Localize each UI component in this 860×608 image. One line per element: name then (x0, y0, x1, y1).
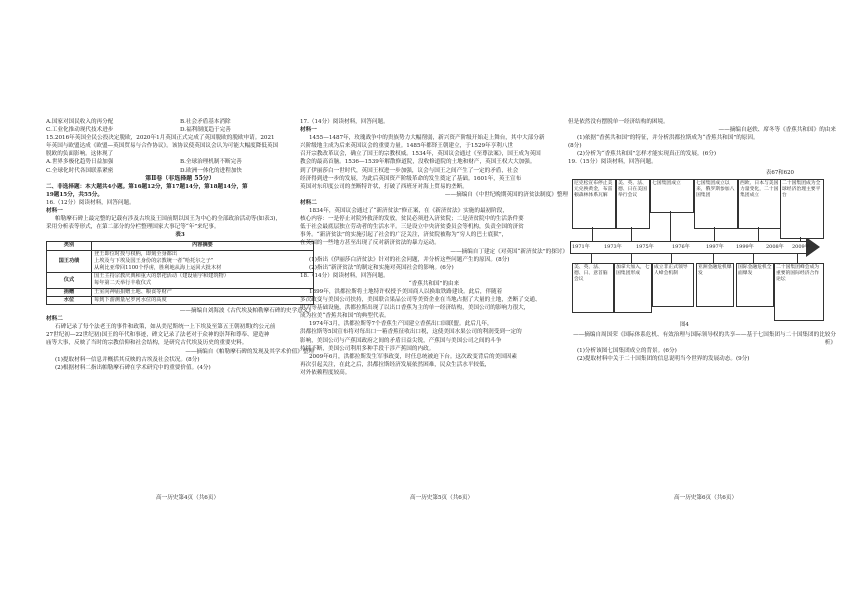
text-line: 17.（14分）阅读材料，回答问题。 (300, 119, 389, 125)
text-line: 召开宗教改革议会，确立了国王的宗教权威。1534年，英国议会通过《至尊法案》，国王成为英国 (300, 151, 541, 158)
table-cell-category: 国王功绩 (47, 250, 92, 273)
text-line: 在英国的一些地方甚至出现了反对新济贫法的暴力运动。 (300, 240, 440, 247)
text-line: 英国对东印度公司的垄断特许状，打破了西班牙对海上贸易的垄断。 (300, 183, 468, 190)
page6-text-2 (568, 347, 836, 363)
table-3 (46, 241, 314, 305)
text-line: 脱欧的负面影响。这体现了 (46, 151, 114, 158)
table-row (47, 296, 314, 304)
text-line: (1)指出《伊丽莎白济贫法》针对的社会问题，并分析这些问题产生的原因。(8分) (309, 256, 510, 263)
text-line: 1974年3月，洪都拉斯等7个香蕉生产国建立香蕉出口国联盟。此后几年， (309, 321, 493, 328)
table-cell-content (92, 273, 314, 288)
timeline-year: 1999年 (736, 243, 754, 250)
timeline-connector (631, 253, 632, 263)
text-line: 影响，美国公司与产蕉国政府之间的矛盾日益尖锐，产蕉国与美国公司之间的斗争 (300, 337, 502, 344)
timeline-connector (591, 253, 592, 263)
text-line: 再次引起关注，在此之后，洪都拉斯经济发展依然困难，民众生活水平较低， (300, 361, 491, 368)
timeline-figure (568, 171, 836, 331)
timeline-year: 2009年 (792, 243, 810, 250)
page5-text (300, 118, 568, 377)
page6-text (568, 118, 836, 167)
timeline-top-box: 七国集团成立以来，俄罗斯参加八国集团 (694, 179, 738, 229)
table-cell-line: 每到下游测量尼罗河水位的高度 (94, 296, 167, 303)
timeline-bottom-box: 亚洲金融危机爆发 (696, 263, 734, 307)
timeline-bottom-box: 国际金融危机全面爆发 (736, 263, 774, 307)
text-line: (2)指出“新济贫法”的制定和实施对英国社会的影响。(6分) (309, 264, 454, 271)
text-line: 帕勒摩石碑上最完整的记载有涉及古埃及王国前期以国王为中心的全部政治活动等(如表3)， (55, 216, 282, 223)
table-cell-line: 每年第二天举行丰收仪式 (94, 280, 152, 287)
page-footer-4: 高一历史第4页（共6页） (156, 495, 220, 501)
text-line: 核心内容：一是停止对院外救济的发放，贫民必须进入济贫院；二是济贫院中的生活条件要 (300, 216, 524, 223)
text-line: 27世纪初—22世纪初)国王的年代和事迹，碑文记录了法老对于众神的崇拜和尊奉、建造神 (46, 332, 270, 339)
text-line: ——摘编自《帕勒摩石碑的发现及其学术价值》整理 (185, 348, 314, 355)
text-line: (8分) (568, 143, 582, 150)
figure-caption: 图4 (680, 321, 689, 328)
timeline-connector (670, 211, 671, 241)
timeline-connector (753, 253, 754, 263)
text-line: ——摘编自赵轶、席冬等《香蕉共和国》的由来 (718, 127, 836, 134)
table-cell-category: 水位 (47, 296, 92, 304)
table-cell-category: 仪式 (47, 273, 92, 288)
text-line: 第Ⅱ卷（非选择题 55分） (145, 174, 215, 182)
text-line: 1834年，英国议会通过了“新济贫法”修正案，在《新济贫法》实施的最初阶段， (309, 208, 508, 215)
timeline-year: 1976年 (672, 243, 690, 250)
text-line: 材料二 (46, 316, 63, 323)
figure-label-right: 表67和620 (766, 169, 794, 176)
timeline-year: 1997年 (706, 243, 724, 250)
text-line: 材料一 (46, 208, 63, 215)
timeline-connector (714, 227, 715, 241)
text-line: 1455—1487年，玫瑰战争中的贵族势力大幅削弱，新兴资产阶级开始走上舞台，其中大部分新 (309, 135, 545, 142)
option-text: C.工业化推动现代技术进步 (46, 127, 114, 134)
option-text: A.国家对国民收入的再分配 (46, 119, 114, 125)
timeline-connector (631, 227, 632, 241)
table-header-category: 类别 (47, 242, 92, 250)
page4-text (46, 118, 314, 231)
page4-text-2 (46, 315, 314, 372)
table-row (47, 250, 314, 273)
text-line: 经济得到进一步的发展，为此后英国资产阶级革命的发生奠定了基础。1601年，英王宣布 (300, 175, 522, 182)
text-line: 19题15分，共55分。 (46, 191, 103, 198)
figure-source: ——摘编自周国荣《国际体系危机、有效治理与国际领导权的共享——基于七国集团与二十国集团的比较分析》 (573, 331, 836, 346)
page-footer-6: 高一历史第6页（共6页） (674, 495, 738, 501)
text-line: 15.2016年英国全民公投决定脱欧，2020年1月英国正式完成了英国脱欧的脱欧申请。2021 (46, 135, 275, 142)
option-row (46, 118, 314, 126)
timeline-connector (713, 253, 714, 263)
table-cell-line: 从利比亚带回1100个俘虏，胜利地从海上运回大批木材 (94, 265, 222, 272)
timeline-top-box: 七国集团成立 (650, 179, 694, 213)
text-line: (2)分析为“香蕉共和国”怎样才能实现真正的发展。(6分) (577, 151, 717, 158)
timeline-top-box: 尼克松宣布停止美元兑换黄金，布雷顿森林体系瓦解 (572, 179, 616, 229)
timeline-year: 2008年 (766, 243, 784, 250)
text-line: (2)根据材料二指出帕勒摩石碑在学术研究中的重要价值。(4分) (55, 364, 211, 371)
text-line: 洪都拉斯等5国宣布将对每出口一箱香蕉征收出口税，这使美国水果公司的利润受到一定的 (300, 329, 522, 336)
text-line: 采用分析表等形式，在第二部分的分栏整理国家大事记等“年”来纪事。 (46, 224, 220, 231)
text-line: 成为拉美“香蕉共和国”的典型代表。 (300, 313, 390, 320)
option-text: B.社会矛盾基本消除 (180, 119, 231, 125)
timeline-bottom-box: 加拿大加入，七国集团形成 (614, 263, 652, 313)
table-cell-line: 王室向神庙捐赠土地、粮食等财产 (94, 288, 172, 295)
timeline-bottom-box: 二十国集团峰会成为重要的国际经济合作论坛 (774, 263, 824, 321)
table-title: 表3 (175, 232, 185, 239)
text-line: 持续不断，美国公司利用多种手段干涉产蕉国的内政。 (300, 345, 435, 352)
option-text: D.福利制度趋于完善 (180, 127, 231, 134)
text-line: (1)提取材料一信息并概括其反映的古埃及社会状况。(8分) (55, 356, 200, 363)
timeline-year: 1971年 (572, 243, 590, 250)
text-line: 低于社会最底层独立劳动者的生活水平。三是设立中央济贫委员会等机构，负责全国的济贫 (300, 224, 524, 231)
table-source: ——摘编自刘海波《古代埃及帕勒摩石碑的史学意义》 (179, 308, 314, 315)
timeline-connector (671, 253, 672, 263)
text-line: 多次政变与美国公司扶持，美国联合果品公司等美资企业在当地占据了大量的土地，垄断了交通、 (300, 297, 541, 304)
timeline-top-box: 西欧、日本与美国力量变化，二十国集团成立 (738, 179, 782, 229)
text-line: 1899年，洪都拉斯将土地特许权授予美国商人以换取铁路建设。此后，伴随着 (309, 288, 503, 295)
table-row (47, 273, 314, 288)
timeline-top-box: 美、英、法、德、日在美国举行会议 (616, 179, 650, 229)
table-cell-content (92, 250, 314, 273)
option-row (46, 158, 314, 166)
text-line: 教会的最高首脑。1536—1539年解散修道院，没收修道院的土地和财产，英国王权大大加强。 (300, 159, 536, 166)
timeline-bottom-box: 成立非正式领导人峰会机制 (652, 263, 694, 307)
option-row (46, 167, 314, 175)
text-line: 2009年6月，洪都拉斯发生军事政变，时任总统被迫下台。这次政变背后的美国因素 (309, 353, 517, 360)
timeline-bottom-box: 美、英、法、德、日、意首脑会议 (572, 263, 614, 313)
text-line: ——摘编自《中世纪晚期英国的济贫法制度》整理 (444, 191, 568, 198)
text-line: 二、非选择题：本大题共4小题。第16题12分，第17题14分，第18题14分，第 (46, 183, 248, 190)
text-line: 庙等大事，反映了当时的宗教信仰和社会结构，是研究古代埃及历史的重要史料。 (46, 340, 248, 347)
option-row (46, 126, 314, 134)
page-footer-5: 高一历史第5页（共6页） (410, 495, 474, 501)
text-line: (2)提取材料中关于二十国集团的信息说明当今世界的发展动态。(9分) (577, 355, 750, 362)
exam-page-6 (568, 118, 836, 460)
table-cell-line: 登王即位时授与权柄，即刻全身都出 (94, 250, 178, 257)
timeline-top-box: 二十国集团成为全球经济治理主要平台 (780, 179, 824, 239)
text-line: 年英国与欧盟达成《欧盟—英国贸易与合作协议》。该协议使英国议会认为可能大幅度降低英国 (46, 143, 279, 150)
text-line: 电力等基础设施，洪都拉斯出现了以出口香蕉为主的单一经济结构，美国公司的影响力很大， (300, 305, 530, 312)
text-line: 材料二 (300, 199, 317, 206)
text-line: 19.（15分）阅读材料，回答问题。 (568, 159, 657, 166)
text-line: 兴阶级地主成为后来英国议会的重要力量。1485年都铎王朝建立，于1529年亨利八世 (300, 143, 514, 150)
timeline-connector (800, 237, 801, 241)
timeline-connector (592, 227, 593, 241)
option-text: C.全球化时代各国联系紧密 (46, 167, 114, 174)
text-line: 16.（12分）阅读材料，回答问题。 (46, 199, 135, 206)
table-cell-category: 捐赠 (47, 288, 92, 296)
text-line: (1)分析该图七国集团成立的背景。(6分) (577, 347, 677, 354)
text-line: 但是依然没有摆脱单一经济结构的困境。 (568, 119, 669, 125)
text-line: 到了伊丽莎白一世时代，英国王权进一步加强，议会与国王之间产生了一定的矛盾，社会 (300, 167, 519, 174)
timeline-year: 1973年 (604, 243, 622, 250)
table-row (47, 288, 314, 296)
timeline-connector (758, 227, 759, 241)
exam-page-5 (300, 118, 568, 460)
table-header-content: 内容摘要 (92, 242, 314, 250)
option-text: A.世界多极化趋势日益加强 (46, 159, 114, 166)
timeline-connector (797, 253, 798, 263)
text-line: 材料一 (300, 127, 317, 134)
text-line: 石碑记录了每个法老王的事件和政策，如从美尼斯统一上下埃及至第五王朝初期(约公元前 (55, 324, 276, 331)
option-text: B.全球治理机制不断完善 (180, 159, 242, 166)
text-line: 18.（14分）阅读材料，回答问题。 (300, 272, 389, 279)
text-line: “香蕉共和国”的由来 (408, 280, 460, 287)
exam-page-4 (46, 118, 314, 460)
table-cell-line: 国王主持宗教庆典和重大的祭祀活动（建设庙宇和建筑物） (94, 273, 229, 280)
text-line: (1)依据“香蕉共和国”的特征，并分析洪都拉斯成为“香蕉共和国”的原因。 (577, 135, 759, 142)
table-cell-line: 上埃及与下埃及国王身份的宗教统一者“哈托尔之子” (94, 257, 214, 264)
text-line: 对外依赖程度较高。 (300, 369, 351, 376)
table-cell-content (92, 288, 314, 296)
text-line: ——摘编自丁建定《对英国“新济贫法”的探讨》 (450, 248, 568, 255)
option-text: D.欧洲一体化的进程加快 (180, 167, 243, 174)
table-cell-content (92, 296, 314, 304)
timeline-year: 1975年 (636, 243, 654, 250)
text-line: 事务。“新济贫法”的实施引起了社会的广泛关注，济贫院被称为“穷人的巴士底狱”， (300, 232, 508, 239)
